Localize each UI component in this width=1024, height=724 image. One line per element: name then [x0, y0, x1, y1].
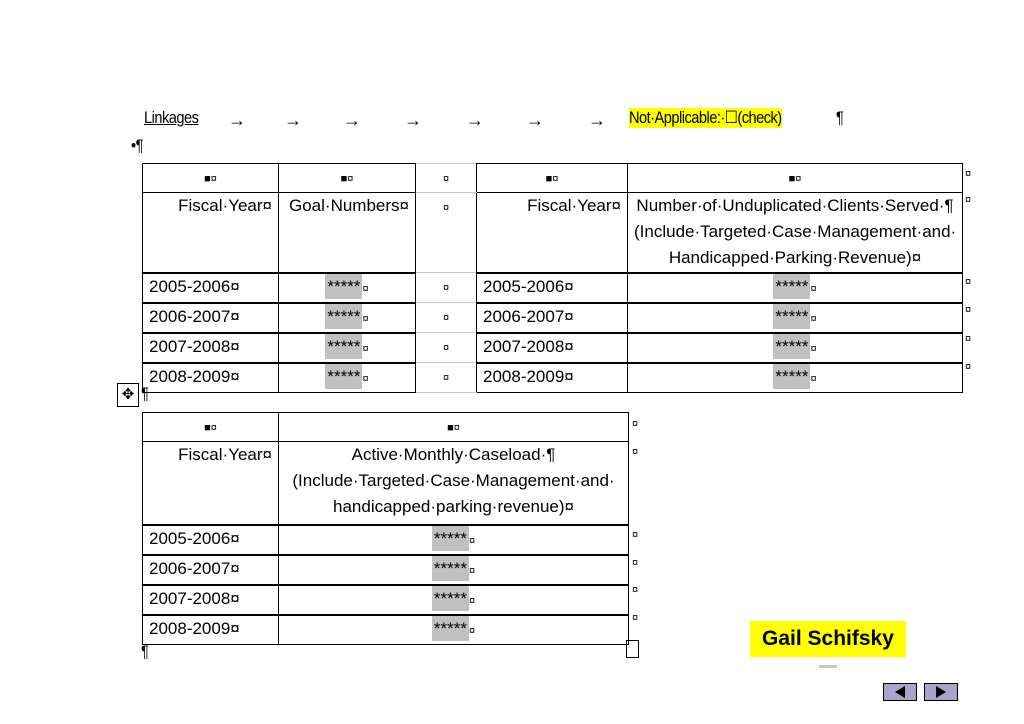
divider: [819, 665, 837, 668]
column-header-fiscal-year: Fiscal·Year¤: [477, 193, 628, 273]
fiscal-year-cell: 2007-2008¤: [143, 333, 279, 363]
paragraph-mark: ¶: [836, 108, 844, 127]
caseload-cell[interactable]: ***** ¤: [279, 585, 629, 615]
header-marker: ■¤: [143, 164, 279, 193]
end-of-row-mark: ¤: [632, 557, 639, 569]
bullet-paragraph-mark: •¶: [131, 136, 143, 155]
tab-arrow-icon: →: [343, 110, 361, 130]
column-header-active-monthly-caseload: Active·Monthly·Caseload·¶ (Include·Targeted·Case·Management·and· handicapped·parking·revenue)¤: [279, 442, 629, 525]
header-marker: ■¤: [628, 164, 963, 193]
end-of-row-mark: ¤: [965, 276, 972, 288]
tab-arrow-icon: →: [466, 110, 484, 130]
spacer-cell: ¤: [416, 273, 477, 303]
header-marker: ■¤: [477, 164, 628, 193]
end-of-row-mark: ¤: [965, 168, 972, 180]
goal-number-cell[interactable]: ***** ¤: [279, 363, 416, 393]
header-marker: ■¤: [279, 413, 629, 442]
goal-number-cell[interactable]: ***** ¤: [279, 333, 416, 363]
fiscal-year-cell: 2006-2007¤: [143, 303, 279, 333]
presenter-name-badge: Gail Schifsky: [750, 621, 906, 657]
fiscal-year-cell: 2006-2007¤: [143, 555, 279, 585]
paragraph-mark: ¶: [141, 642, 149, 661]
fiscal-year-cell: 2008-2009¤: [143, 363, 279, 393]
header-marker: ■¤: [279, 164, 416, 193]
table-row: [143, 303, 963, 333]
tab-arrow-icon: →: [404, 110, 422, 130]
not-applicable-checkbox-label[interactable]: Not·Applicable:·☐(check): [629, 108, 782, 127]
tab-arrow-icon: →: [284, 110, 302, 130]
table-row: [143, 555, 629, 585]
table-row: [143, 363, 963, 393]
end-of-row-mark: ¤: [632, 418, 639, 430]
spacer-cell: ¤: [416, 363, 477, 393]
spacer-cell: ¤: [416, 193, 477, 273]
fiscal-year-cell: 2005-2006¤: [143, 525, 279, 555]
table-row: [143, 525, 629, 555]
fiscal-year-cell: 2006-2007¤: [477, 303, 628, 333]
end-of-row-mark: ¤: [965, 194, 972, 206]
triangle-right-icon: [936, 686, 946, 698]
clients-served-cell[interactable]: ***** ¤: [628, 363, 963, 393]
spacer-cell: ¤: [416, 164, 477, 193]
triangle-left-icon: [895, 686, 905, 698]
table-row: [143, 615, 629, 645]
column-header-unduplicated-clients: Number·of·Unduplicated·Clients·Served·¶ (Include·Targeted·Case·Management·and· Handicapped·Parking·Revenue)¤: [628, 193, 963, 273]
caseload-cell[interactable]: ***** ¤: [279, 555, 629, 585]
linkages-heading: Linkages: [144, 108, 199, 127]
end-of-row-mark: ¤: [632, 529, 639, 541]
end-of-row-mark: ¤: [632, 446, 639, 458]
end-of-row-mark: ¤: [632, 584, 639, 596]
fiscal-year-cell: 2005-2006¤: [143, 273, 279, 303]
clients-served-cell[interactable]: ***** ¤: [628, 273, 963, 303]
goal-number-cell[interactable]: ***** ¤: [279, 303, 416, 333]
spacer-cell: ¤: [416, 303, 477, 333]
column-header-goal-numbers: Goal·Numbers¤: [279, 193, 416, 273]
next-slide-button[interactable]: [924, 683, 958, 701]
previous-slide-button[interactable]: [883, 683, 917, 701]
table-row: [143, 333, 963, 363]
table-resize-handle[interactable]: [626, 640, 639, 658]
spacer-cell: ¤: [416, 333, 477, 363]
fiscal-year-cell: 2008-2009¤: [477, 363, 628, 393]
column-header-fiscal-year: Fiscal·Year¤: [143, 442, 279, 525]
fiscal-year-cell: 2007-2008¤: [143, 585, 279, 615]
column-header-fiscal-year: Fiscal·Year¤: [143, 193, 279, 273]
paragraph-mark: ¶: [141, 384, 149, 403]
clients-served-cell[interactable]: ***** ¤: [628, 333, 963, 363]
end-of-row-mark: ¤: [965, 304, 972, 316]
table-row: [143, 273, 963, 303]
tab-arrow-icon: →: [526, 110, 544, 130]
fiscal-year-cell: 2007-2008¤: [477, 333, 628, 363]
caseload-cell[interactable]: ***** ¤: [279, 525, 629, 555]
tab-arrow-icon: →: [228, 110, 246, 130]
goals-table: [142, 163, 963, 393]
table-row: [143, 585, 629, 615]
caseload-table: [142, 412, 629, 645]
fiscal-year-cell: 2008-2009¤: [143, 615, 279, 645]
goal-number-cell[interactable]: ***** ¤: [279, 273, 416, 303]
end-of-row-mark: ¤: [965, 361, 972, 373]
end-of-row-mark: ¤: [632, 612, 639, 624]
fiscal-year-cell: 2005-2006¤: [477, 273, 628, 303]
end-of-row-mark: ¤: [965, 333, 972, 345]
caseload-cell[interactable]: ***** ¤: [279, 615, 629, 645]
table-move-handle-icon[interactable]: ✥: [117, 383, 139, 407]
clients-served-cell[interactable]: ***** ¤: [628, 303, 963, 333]
header-marker: ■¤: [143, 413, 279, 442]
tab-arrow-icon: →: [588, 110, 606, 130]
